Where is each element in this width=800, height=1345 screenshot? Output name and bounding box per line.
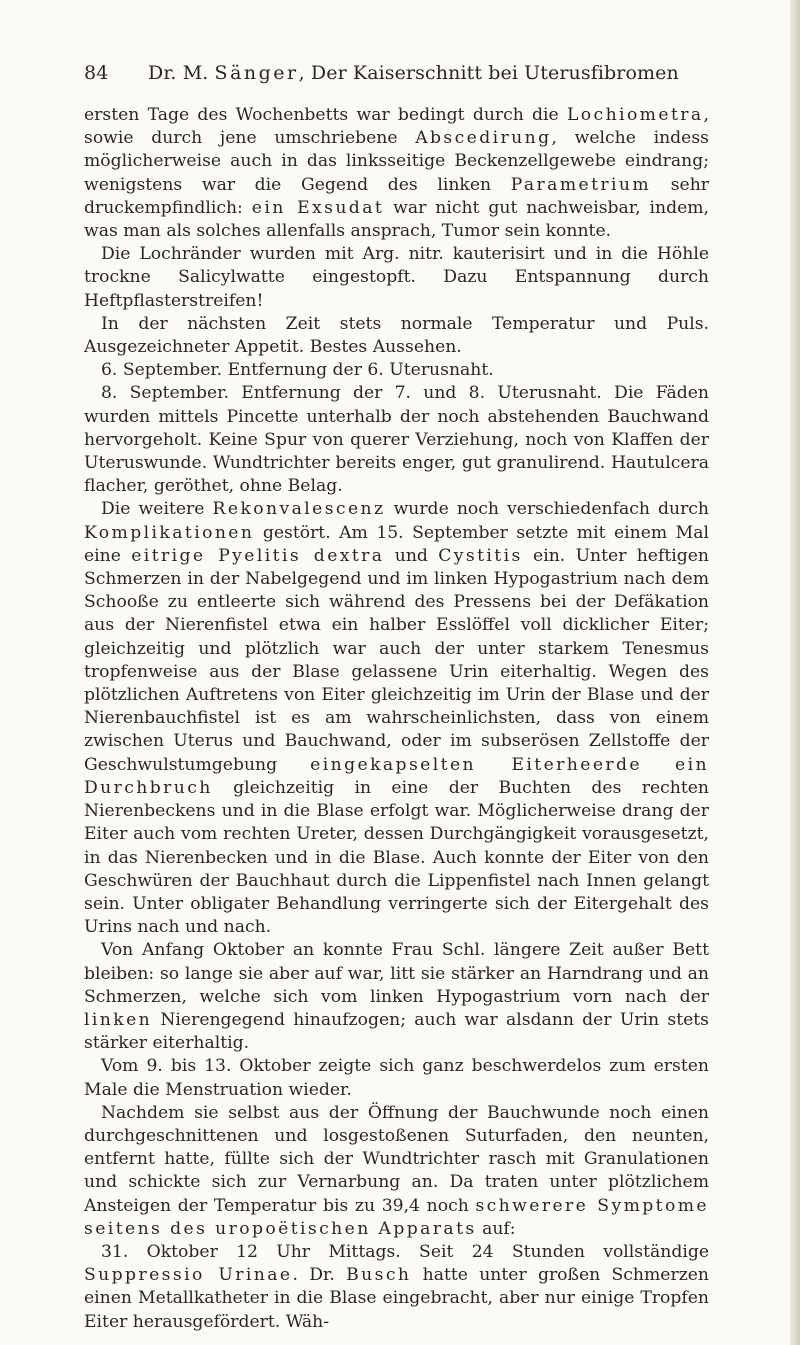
paragraph [84,243,709,313]
paragraph [84,359,709,382]
paragraph-text: auf: [476,1218,516,1239]
paragraph-text: . Dr. [292,1265,347,1286]
running-title [148,62,679,84]
paragraph [84,104,709,243]
spaced-emphasis: Suppressio Urinae [84,1265,293,1286]
paragraph [84,1055,709,1101]
paragraph-text: war nicht gut nachweisbar, indem, was man als solches allenfalls ansprach, Tumor sein konnte. [84,197,710,242]
paragraph-text: 6. September. Entfernung der 6. Uterusnaht. [101,360,494,381]
paragraph [84,498,709,939]
spaced-emphasis: Abscedirung [415,128,552,149]
paragraph-text: Nierengegend hinaufzogen; auch war alsdann der Urin stets stärker eiterhaltig. [84,1009,709,1054]
spaced-emphasis: Busch [346,1265,412,1286]
spaced-emphasis: linken [84,1009,153,1030]
paragraph-text: , sowie durch jene umschriebene [84,105,709,149]
page-edge-shadow [790,0,800,1345]
spaced-emphasis: Rekonvalescenz [212,499,386,520]
paragraph-text: wurde noch verschiedenfach durch [385,499,709,520]
paragraph [84,382,709,498]
paragraph-text: Vom 9. bis 13. Oktober zeigte sich ganz beschwerdelos zum ersten Male die Menstruation wieder. [84,1056,709,1100]
paragraph-text: und [384,545,439,566]
paragraph [84,939,709,1055]
spaced-emphasis: eingekapselten Eiterheerde [310,754,642,775]
running-header [84,62,684,88]
spaced-emphasis: Lochiometra [566,105,704,125]
spaced-emphasis: ein Durchbruch [84,754,709,798]
paragraph-text: Nachdem sie selbst aus der Öffnung der Bauchwunde noch einen durchgeschnittenen und losgestoßenen Suturfaden, den neunten, entfernt hatte, füllte sich der Wundtrichter rasch mit Granulationen und schickte sich zur Vernarbung an. Da traten unter plötzlichem Ansteigen der Temperatur bis zu 39,4 noch [84,1102,709,1216]
title-rest: , Der Kaiserschnitt bei Uterusfibromen [298,62,679,84]
paragraph [84,1241,709,1334]
author-name: Sänger [214,62,299,84]
paragraph-text: In der nächsten Zeit stets normale Temperatur und Puls. Ausgezeichneter Appetit. Bestes Aussehen. [84,313,709,358]
paragraph-text [642,755,675,775]
paragraph-text: ein. Unter heftigen Schmerzen in der Nabelgegend und im linken Hypogastrium nach dem Schooße zu entleerte sich während des Pressens bei der Defäkation aus der Nierenfistel etwa ein halber Esslöffel voll dicklicher Eiter; gleichzeitig und plötzlich war auch der unter starkem Tenesmus tropfenweise aus der Blase gelassene Urin eiterhaltig. Wegen des plötzlichen Auftretens von Eiter gleichzeitig im Urin der Blase und der Nierenbauchfistel ist es am wahrscheinlichsten, dass von einem zwischen Uterus und Bauchwand, oder im subserösen Zellstoffe der Geschwulstumgebung [84,545,709,775]
paragraph-text: Die weitere [101,499,213,520]
paragraph-text: 8. September. Entfernung der 7. und 8. Uterusnaht. Die Fäden wurden mittels Pincette unterhalb der noch abstehenden Bauchwand hervorgeholt. Keine Spur von querer Verziehung, noch von Klaffen der Uteruswunde. Wundtrichter bereits enger, gut granulirend. Hautulcera flacher, geröthet, ohne Belag. [84,383,709,497]
spaced-emphasis: schwerere Symptome seitens des uropoëtischen Apparats [84,1195,709,1239]
author-prefix: Dr. M. [148,62,215,84]
paragraph-text: gleichzeitig in eine der Buchten des rechten Nierenbeckens und in die Blase erfolgt war. Möglicherweise drang der Eiter auch vom rechten Ureter, dessen Durchgängigkeit vorausgesetzt, in das Nierenbecken und in die Blase. Auch konnte der Eiter von den Geschwüren der Bauchhaut durch die Lippenfistel nach Innen gelangt sein. Unter obligater Behandlung verringerte sich der Eitergehalt des Urins nach und nach. [84,777,709,938]
spaced-emphasis: Komplikationen [84,522,255,543]
paragraph-text: Die Lochränder wurden mit Arg. nitr. kauterisirt und in die Höhle trockne Salicylwatte eingestopft. Dazu Entspannung durch Heftpflasterstreifen! [84,244,709,311]
spaced-emphasis: eitrige Pyelitis dextra [131,545,385,566]
page-number: 84 [84,62,109,84]
body-text [84,104,709,1334]
paragraph-text: hatte unter großen Schmerzen einen Metallkatheter in die Blase eingebracht, aber nur einige Tropfen Eiter herausgefördert. Wäh- [84,1265,709,1332]
spaced-emphasis: Cystitis [438,545,523,566]
paragraph [84,313,709,359]
paragraph-text: ersten Tage des Wochenbetts war bedingt durch die [84,105,567,125]
paragraph-text: gestört. Am 15. September setzte mit einem Mal eine [84,522,709,566]
paragraph-text: sehr druckempfindlich: [84,174,709,218]
paragraph [84,1102,709,1241]
spaced-emphasis: Parametrium [510,174,652,195]
paragraph-text: , welche indess möglicherweise auch in das linksseitige Beckenzellgewebe eindrang; wenigstens war die Gegend des linken [84,128,709,195]
spaced-emphasis: ein Exsudat [251,197,385,218]
paragraph-text: Von Anfang Oktober an konnte Frau Schl. längere Zeit außer Bett bleiben: so lange sie aber auf war, litt sie stärker an Harndrang und an Schmerzen, welche sich vom linken Hypogastrium vorn nach der [84,940,709,1007]
paragraph-text: 31. Oktober 12 Uhr Mittags. Seit 24 Stunden vollständige [101,1241,709,1262]
